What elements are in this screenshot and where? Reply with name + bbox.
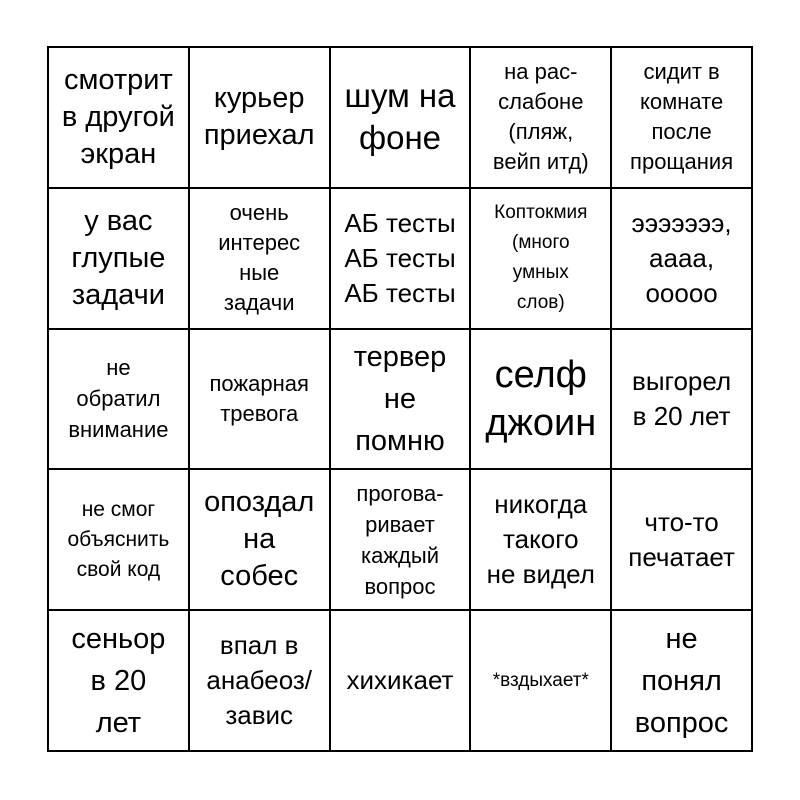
bingo-cell[interactable]	[49, 48, 190, 189]
cell-text: выгорел в 20 лет	[632, 365, 732, 431]
cell-text: курьер приехал	[203, 82, 315, 152]
bingo-cell[interactable]	[190, 470, 331, 611]
cell-text: прогова- ривает каждый вопрос	[356, 480, 444, 599]
bingo-cell[interactable]	[49, 470, 190, 611]
cell-text: очень интерес ные задачи	[218, 200, 301, 316]
cell-text: опоздал на собес	[204, 486, 315, 593]
bingo-cell[interactable]	[471, 330, 612, 471]
cell-text: не обратил внимание	[68, 355, 169, 443]
cell-text: хихикает	[346, 665, 454, 696]
cell-text: что-то печатает	[628, 506, 735, 572]
bingo-cell[interactable]	[49, 611, 190, 752]
bingo-cell[interactable]	[190, 189, 331, 330]
bingo-cell[interactable]	[190, 611, 331, 752]
cell-text: сеньор в 20 лет	[71, 622, 166, 739]
bingo-cell[interactable]	[612, 330, 753, 471]
bingo-cell[interactable]	[331, 470, 472, 611]
bingo-cell[interactable]	[190, 48, 331, 189]
cell-text: никогда такого не видел	[486, 489, 595, 590]
bingo-cell[interactable]	[331, 48, 472, 189]
cell-text: смотрит в другой экран	[61, 63, 175, 170]
bingo-cell[interactable]	[612, 470, 753, 611]
cell-text: *вздыхает*	[492, 669, 589, 691]
cell-text: у вас глупые задачи	[71, 204, 166, 311]
bingo-cell[interactable]	[331, 611, 472, 752]
cell-text: эээээээ, аааа, ооооо	[631, 207, 732, 308]
cell-text: шум на фоне	[344, 77, 456, 157]
bingo-cell[interactable]	[331, 189, 472, 330]
cell-text: впал в анабеоз/ завис	[206, 630, 313, 731]
bingo-cell[interactable]	[471, 189, 612, 330]
cell-text: не понял вопрос	[634, 622, 729, 739]
bingo-cell[interactable]	[612, 189, 753, 330]
bingo-cell[interactable]	[331, 330, 472, 471]
bingo-cell[interactable]	[49, 189, 190, 330]
bingo-cell[interactable]	[471, 48, 612, 189]
cell-text: Коптокмия (много умных слов)	[494, 202, 588, 314]
bingo-cell[interactable]	[190, 330, 331, 471]
cell-text: пожарная тревога	[209, 370, 309, 426]
cell-text: сидит в комнате после прощания	[630, 59, 734, 175]
bingo-cell[interactable]	[49, 330, 190, 471]
cell-text: не смог объяснить свой код	[67, 497, 170, 581]
bingo-cell[interactable]	[471, 611, 612, 752]
bingo-cell[interactable]	[612, 611, 753, 752]
bingo-board	[47, 46, 753, 752]
bingo-cell[interactable]	[612, 48, 753, 189]
cell-text: селф джоин	[485, 353, 597, 444]
cell-text: АБ тесты АБ тесты АБ тесты	[344, 207, 456, 308]
cell-text: тервер не помню	[353, 340, 447, 457]
cell-text: на рас- слабоне (пляж, вейп итд)	[492, 59, 589, 175]
bingo-cell[interactable]	[471, 470, 612, 611]
